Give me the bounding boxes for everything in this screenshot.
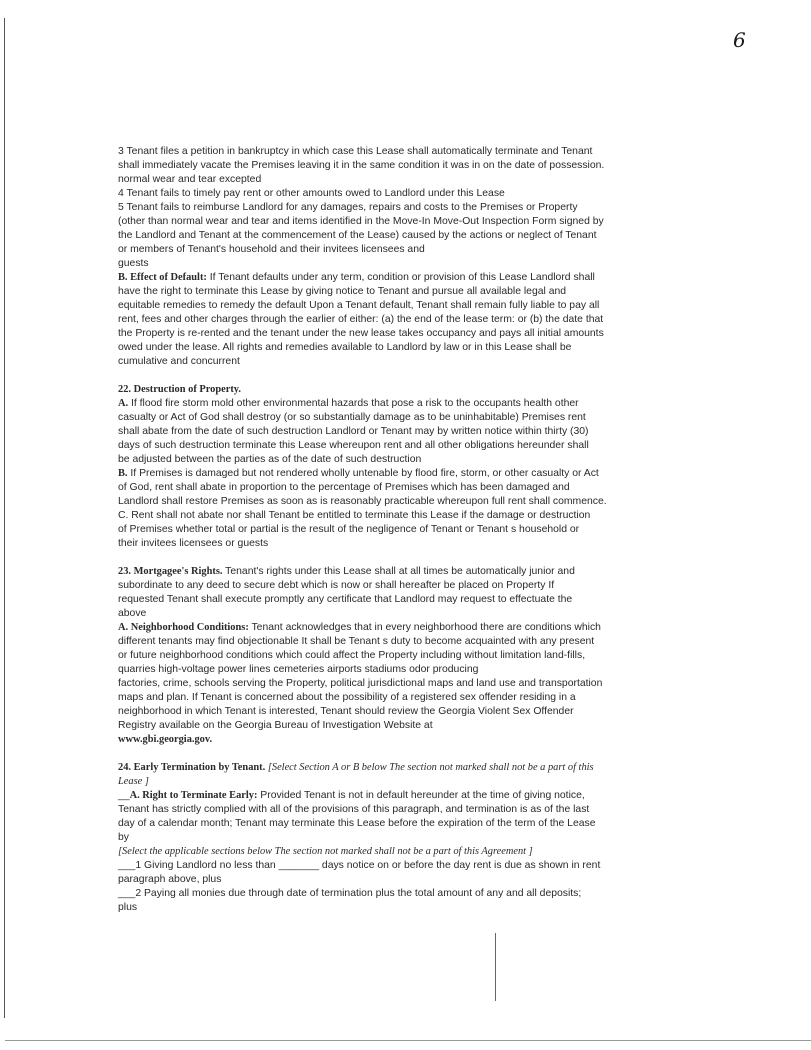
text-line: the Property is re-rented and the tenant under the new lease takes occupancy and pays all initial amounts — [118, 328, 604, 339]
text-line: 4 Tenant fails to timely pay rent or other amounts owed to Landlord under this Lease — [118, 188, 505, 199]
clause-label-a: A. — [118, 398, 129, 409]
text-line: neighborhood in which Tenant is interested, Tenant should review the Georgia Violent Sex Offender — [118, 706, 574, 717]
text-line: Registry available on the Georgia Bureau of Investigation Website at — [118, 720, 433, 731]
text-line — [118, 621, 688, 635]
text-line: (other than normal wear and tear and items identified in the Move-In Move-Out Inspection Form signed by — [118, 216, 604, 227]
text-line: of Premises whether total or partial is the result of the negligence of Tenant or Tenant s household or — [118, 524, 580, 535]
left-margin-rule — [4, 18, 5, 1018]
text-line: requested Tenant shall execute promptly any certificate that Landlord may request to effectuate the — [118, 594, 573, 605]
neighborhood-conditions-heading: A. Neighborhood Conditions: — [118, 622, 249, 633]
text-line: or future neighborhood conditions which could affect the Property including without limitation land-fills, — [118, 650, 586, 661]
selection-instruction: Lease ] — [118, 776, 149, 787]
text-line — [118, 789, 688, 803]
text-line: their invitees licensees or guests — [118, 538, 269, 549]
text-line: owed under the lease. All rights and remedies available to Landlord by law or in this Lease shall be — [118, 342, 572, 353]
text-run: If flood fire storm mold other environmental hazards that pose a risk to the occupants health other — [128, 398, 579, 409]
text-line: casualty or Act of God shall destroy (or so substantially damage as to be uninhabitable) Premises rent — [118, 412, 586, 423]
text-line — [118, 397, 688, 411]
text-run: Tenant's rights under this Lease shall at all times be automatically junior and — [222, 566, 575, 577]
text-line: paragraph above, plus — [118, 874, 222, 885]
text-line: Tenant has strictly complied with all of the provisions of this paragraph, and termination is as of the last — [118, 804, 590, 815]
text-line: plus — [118, 902, 138, 913]
section-heading-24: 24. Early Termination by Tenant. — [118, 762, 266, 773]
selection-blank: __ — [118, 790, 130, 801]
text-line: of God, rent shall abate in proportion to the percentage of Premises which has been damaged and — [118, 482, 570, 493]
text-line: shall abate from the date of such destruction Landlord or Tenant may by written notice within thirty (30) — [118, 426, 589, 437]
text-line: or members of Tenant's household and their invitees licensees and — [118, 244, 425, 255]
text-run: Provided Tenant is not in default hereunder at the time of giving notice, — [257, 790, 585, 801]
text-line: guests — [118, 258, 149, 269]
text-line — [118, 271, 688, 285]
clause-label-b: B. — [118, 468, 128, 479]
option-item-1: ___1 Giving Landlord no less than _______ days notice on or before the day rent is due as shown in rent — [118, 860, 601, 871]
lease-body-text — [118, 145, 688, 915]
page-number: 6 — [733, 28, 746, 52]
text-line: have the right to terminate this Lease by giving notice to Tenant and pursue all available legal and — [118, 286, 567, 297]
section-heading-23: 23. Mortgagee's Rights. — [118, 566, 223, 577]
text-line: Landlord shall restore Premises as soon as is reasonably practicable whereupon full rent shall commence. — [118, 496, 607, 507]
text-line: equitable remedies to remedy the default Upon a Tenant default, Tenant shall remain fully liable to pay all — [118, 300, 600, 311]
text-line: rent, fees and other charges through the earlier of either: (a) the end of the lease term: or (b) the date that — [118, 314, 604, 325]
bottom-edge-rule — [5, 1040, 811, 1041]
text-line: be adjusted between the parties as of the date of such destruction — [118, 454, 422, 465]
option-item-2: ___2 Paying all monies due through date of termination plus the total amount of any and all deposits; — [118, 888, 582, 899]
text-line — [118, 565, 688, 579]
text-line: day of a calendar month; Tenant may terminate this Lease before the expiration of the term of the Lease — [118, 818, 596, 829]
text-run: If Tenant defaults under any term, condition or provision of this Lease Landlord shall — [206, 272, 595, 283]
text-line — [118, 467, 688, 481]
text-run: Tenant acknowledges that in every neighborhood there are conditions which — [248, 622, 601, 633]
effect-of-default-heading: B. Effect of Default: — [118, 272, 207, 283]
text-line: cumulative and concurrent — [118, 356, 240, 367]
text-line: 5 Tenant fails to reimburse Landlord for any damages, repairs and costs to the Premises or Property — [118, 202, 578, 213]
text-line: days of such destruction terminate this Lease whereupon rent and all other obligations hereunder shall — [118, 440, 589, 451]
text-run: If Premises is damaged but not rendered wholly untenable by flood fire, storm, or other casualty or Act — [127, 468, 599, 479]
text-line: the Landlord and Tenant at the commencement of the Lease) caused by the actions or neglect of Tenant — [118, 230, 597, 241]
vertical-divider — [495, 933, 496, 1001]
text-line: normal wear and tear excepted — [118, 174, 262, 185]
text-line: quarries high-voltage power lines cemeteries airports stadiums odor producing — [118, 664, 479, 675]
text-line: maps and plan. If Tenant is concerned about the possibility of a registered sex offender residing in a — [118, 692, 576, 703]
text-line: by — [118, 832, 129, 843]
text-line: factories, crime, schools serving the Property, political jurisdictional maps and land use and transportation — [118, 678, 603, 689]
section-heading-22: 22. Destruction of Property. — [118, 384, 242, 395]
selection-instruction: [Select Section A or B below The section not marked shall not be a part of this — [265, 762, 594, 773]
text-line — [118, 761, 688, 775]
gbi-website-link[interactable]: www.gbi.georgia.gov. — [118, 734, 213, 745]
selection-instruction: [Select the applicable sections below The section not marked shall not be a part of this Agreement ] — [118, 846, 533, 857]
text-line: C. Rent shall not abate nor shall Tenant be entitled to terminate this Lease if the damage or destruction — [118, 510, 591, 521]
text-line: shall immediately vacate the Premises leaving it in the same condition it was in on the date of possession. — [118, 160, 605, 171]
right-to-terminate-heading: A. Right to Terminate Early: — [129, 790, 258, 801]
text-line: subordinate to any deed to secure debt which is now or shall hereafter be placed on Property If — [118, 580, 555, 591]
text-line: different tenants may find objectionable It shall be Tenant s duty to become acquainted with any present — [118, 636, 595, 647]
text-line: 3 Tenant files a petition in bankruptcy in which case this Lease shall automatically terminate and Tenant — [118, 146, 593, 157]
text-line: above — [118, 608, 147, 619]
